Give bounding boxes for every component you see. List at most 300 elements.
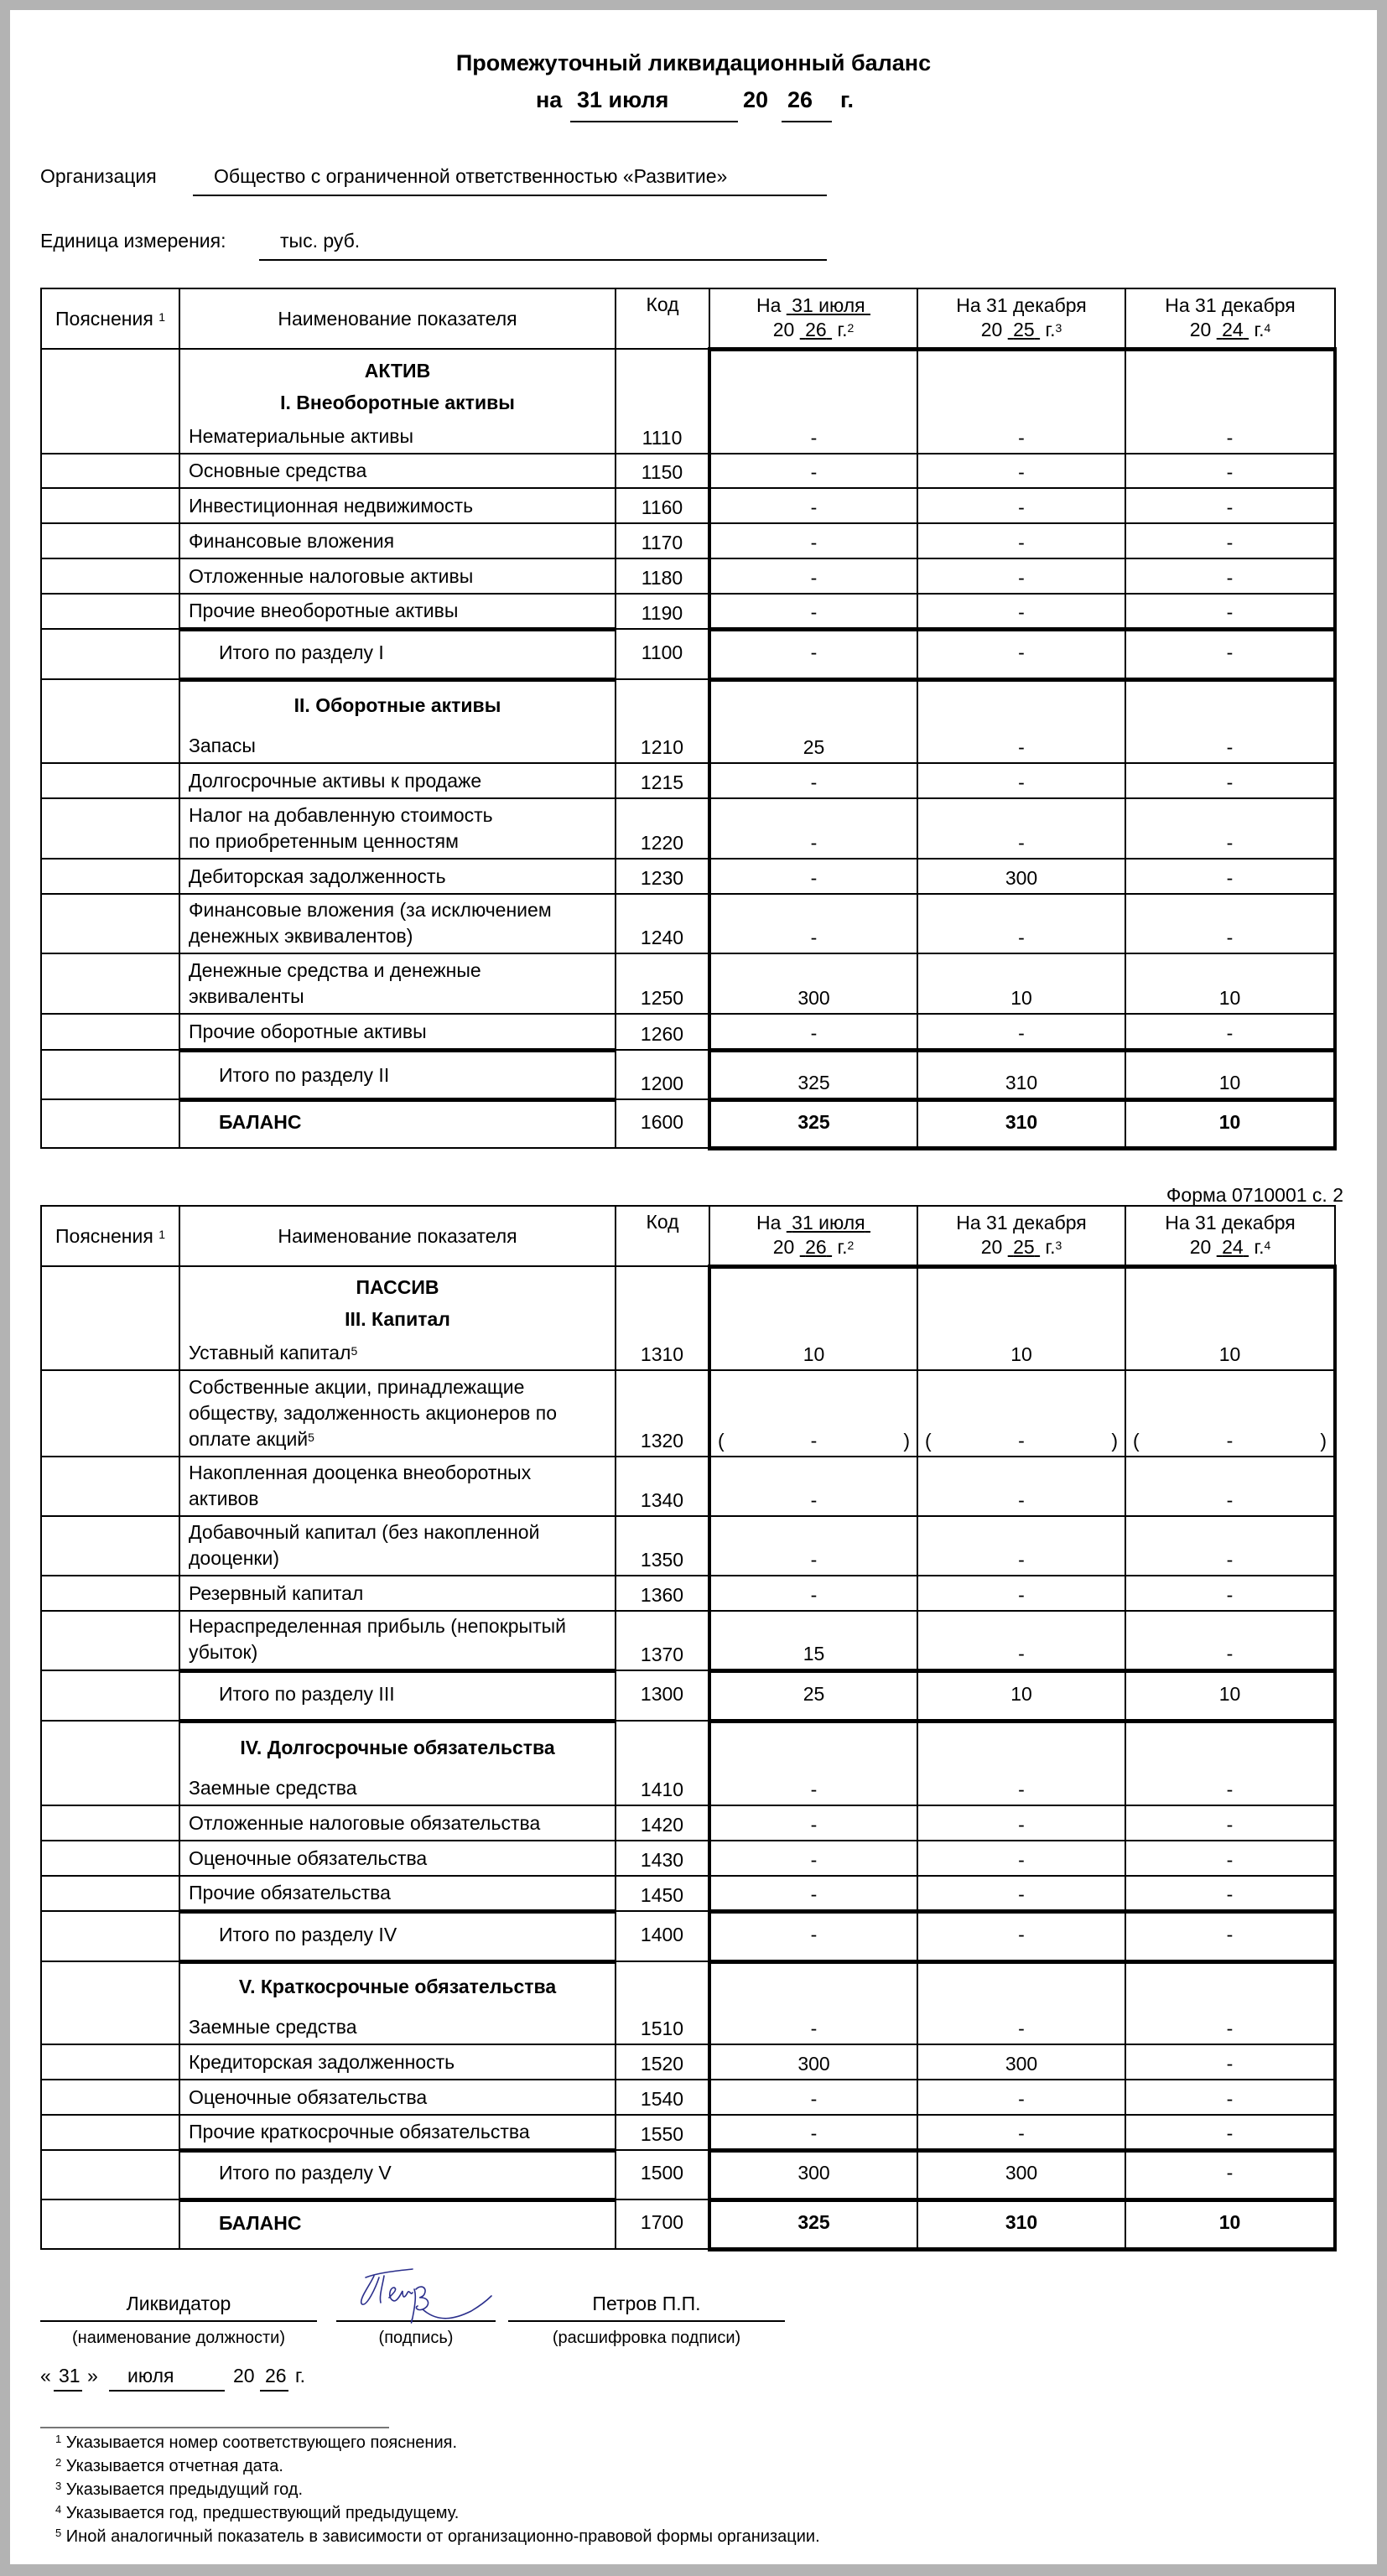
form-code-label: Форма 0710001 с. 2 (1166, 1184, 1343, 1206)
organization-value: Общество с ограниченной ответственностью «Развитие» (214, 165, 728, 187)
date-day: 31 (59, 2365, 81, 2386)
value-cell: - (709, 523, 917, 558)
value-cell: - (917, 1841, 1125, 1876)
value-cell: - (917, 454, 1125, 488)
table-row (41, 1370, 1335, 1457)
value-cell: - (709, 894, 917, 953)
value-cell: - (1125, 1516, 1335, 1576)
unit-value: тыс. руб. (280, 230, 361, 252)
value-cell: - (709, 1805, 917, 1841)
value-cell: - (709, 454, 917, 488)
row-name: Резервный капитал (179, 1576, 616, 1611)
value-cell: 300 (709, 2044, 917, 2080)
table-row (41, 798, 1335, 859)
value-cell: - (1125, 594, 1335, 629)
row-name: Дебиторская задолженность (179, 859, 616, 894)
value-cell: - (1125, 1961, 1335, 2044)
value-cell: - (709, 1721, 917, 1805)
value-cell: - (917, 1805, 1125, 1841)
table-row (41, 859, 1335, 894)
year-underline (782, 121, 832, 122)
row-name: IV. Долгосрочные обязательства Заемные средства (179, 1721, 616, 1805)
date-close-quote: » (87, 2365, 98, 2386)
notes-cell (41, 1611, 179, 1670)
value-cell: - (1125, 1911, 1335, 1961)
notes-cell (41, 558, 179, 594)
row-code: 1400 (616, 1911, 709, 1961)
value-cell: 25 (709, 679, 917, 763)
row-name: БАЛАНС (179, 2199, 616, 2249)
value-cell: - (1125, 1611, 1335, 1670)
row-name: Финансовые вложения (179, 523, 616, 558)
value-cell: - (1125, 454, 1335, 488)
header-code: Код (616, 1206, 709, 1266)
row-code: 1410 (616, 1721, 709, 1805)
footnote-separator (40, 2427, 389, 2428)
value-cell: - (917, 1876, 1125, 1911)
value-cell: - (917, 629, 1125, 679)
row-code: 1160 (616, 488, 709, 523)
notes-cell (41, 1876, 179, 1911)
row-code: 1180 (616, 558, 709, 594)
value-cell: - (917, 798, 1125, 859)
date-month: июля (127, 2365, 174, 2386)
value-cell: 325 (709, 1099, 917, 1148)
value-cell: - (917, 523, 1125, 558)
value-cell: - (917, 1014, 1125, 1050)
value-cell: 300 (917, 859, 1125, 894)
row-code: 1220 (616, 798, 709, 859)
value-cell: - (1125, 859, 1335, 894)
value-cell: 10 (1125, 1670, 1335, 1721)
value-cell: - (709, 1014, 917, 1050)
date-year-underline (260, 2390, 288, 2392)
row-code: 1240 (616, 894, 709, 953)
value-cell: - (709, 1516, 917, 1576)
row-code: 1190 (616, 594, 709, 629)
header-col3: На 31 декабря 20 24 г.$^4$ (1125, 1206, 1335, 1266)
table-row (41, 1721, 1335, 1805)
table-row (41, 1266, 1335, 1370)
row-name: Отложенные налоговые обязательства (179, 1805, 616, 1841)
row-name: Оценочные обязательства (179, 1841, 616, 1876)
table-row (41, 953, 1335, 1014)
notes-cell (41, 629, 179, 679)
value-cell: - (917, 349, 1125, 454)
table-header-row (41, 288, 1335, 349)
row-code: 1300 (616, 1670, 709, 1721)
header-col2: На 31 декабря 20 25 г.$^3$ (917, 288, 1125, 349)
balance-row (41, 2199, 1335, 2249)
value-cell: 10 (1125, 1050, 1335, 1099)
notes-cell (41, 1050, 179, 1099)
row-code: 1370 (616, 1611, 709, 1670)
footnote-5: $^5$ Иной аналогичный показатель в зависимости от организационно-правовой формы организации. (55, 2527, 820, 2546)
date-open-quote: « (40, 2365, 51, 2386)
table-row (41, 679, 1335, 763)
signature-date (40, 2365, 376, 2398)
table-row (41, 558, 1335, 594)
row-code: 1110 (616, 349, 709, 454)
section-total-row (41, 629, 1335, 679)
notes-cell (41, 953, 179, 1014)
value-cell: - (917, 1721, 1125, 1805)
value-cell: 300 (917, 2044, 1125, 2080)
table-row (41, 1516, 1335, 1576)
date-year-prefix: 20 (233, 2365, 255, 2386)
row-code: 1210 (616, 679, 709, 763)
value-cell: - (1125, 629, 1335, 679)
table-row (41, 594, 1335, 629)
header-name: Наименование показателя (179, 1206, 616, 1266)
value-cell: - (709, 859, 917, 894)
notes-cell (41, 679, 179, 763)
row-name: V. Краткосрочные обязательства Заемные средства (179, 1961, 616, 2044)
header-notes: Пояснения $^1$ (41, 288, 179, 349)
value-cell: - (917, 1611, 1125, 1670)
signer-name-caption: (расшифровка подписи) (552, 2329, 741, 2347)
value-cell: - (917, 2115, 1125, 2150)
footnote-3: $^3$ Указывается предыдущий год. (55, 2480, 304, 2499)
organization-label: Организация (40, 165, 157, 187)
header-col1: На 31 июля 20 26 г.$^2$ (709, 288, 917, 349)
value-cell: 300 (917, 2150, 1125, 2199)
value-cell: - (917, 1516, 1125, 1576)
notes-cell (41, 1014, 179, 1050)
row-name: Оценочные обязательства (179, 2080, 616, 2115)
notes-cell (41, 1805, 179, 1841)
row-name: Денежные средства и денежные эквиваленты (179, 953, 616, 1014)
row-name: II. Оборотные активы Запасы (179, 679, 616, 763)
value-cell: 10 (1125, 2199, 1335, 2249)
value-cell: - (917, 1457, 1125, 1516)
position-line (40, 2320, 317, 2322)
value-cell: 10 (709, 1266, 917, 1370)
signer-name: Петров П.П. (592, 2293, 701, 2314)
row-code: 1500 (616, 2150, 709, 2199)
row-code: 1600 (616, 1099, 709, 1148)
footnote-2: $^2$ Указывается отчетная дата. (55, 2456, 283, 2475)
row-code: 1200 (616, 1050, 709, 1099)
row-name: Прочие внеоборотные активы (179, 594, 616, 629)
table-row (41, 1961, 1335, 2044)
row-code: 1700 (616, 2199, 709, 2249)
value-cell: - (1125, 1576, 1335, 1611)
signer-name-line (508, 2320, 785, 2322)
value-cell: 310 (917, 1050, 1125, 1099)
row-code: 1350 (616, 1516, 709, 1576)
value-cell: - (709, 1576, 917, 1611)
date-day-month: 31 июля (577, 87, 669, 112)
section-heading: I. Внеоборотные активы (280, 392, 515, 413)
liabilities-table (40, 1205, 1337, 2251)
value-cell: - (709, 2115, 917, 2150)
section-total-row (41, 2150, 1335, 2199)
value-cell: - (1125, 2115, 1335, 2150)
row-code: 1230 (616, 859, 709, 894)
value-cell: - (1125, 1876, 1335, 1911)
table-row (41, 1457, 1335, 1516)
row-name: Собственные акции, принадлежащие обществу, задолженность акционеров по оплате акций$^5$ (179, 1370, 616, 1457)
notes-cell (41, 2044, 179, 2080)
value-cell: 10 (917, 1670, 1125, 1721)
table-row (41, 1876, 1335, 1911)
date-day-underline (54, 2390, 82, 2392)
notes-cell (41, 1099, 179, 1148)
row-name: БАЛАНС (179, 1099, 616, 1148)
notes-cell (41, 1516, 179, 1576)
value-cell: - (709, 1961, 917, 2044)
notes-cell (41, 763, 179, 798)
value-cell: 300 (709, 2150, 917, 2199)
row-name: Прочие обязательства (179, 1876, 616, 1911)
header-col2: На 31 декабря 20 25 г.$^3$ (917, 1206, 1125, 1266)
row-name: Итого по разделу V (179, 2150, 616, 2199)
table-row (41, 454, 1335, 488)
table-row (41, 1805, 1335, 1841)
value-cell: 25 (709, 1670, 917, 1721)
value-cell: - (709, 594, 917, 629)
row-code: 1430 (616, 1841, 709, 1876)
value-cell: - (709, 798, 917, 859)
notes-cell (41, 1721, 179, 1805)
signature-caption: (подпись) (378, 2329, 454, 2347)
row-code: 1510 (616, 1961, 709, 2044)
value-cell: - (917, 2080, 1125, 2115)
value-cell: - (709, 1911, 917, 1961)
date-prefix: на (536, 87, 563, 112)
row-code: 1540 (616, 2080, 709, 2115)
row-name: Отложенные налоговые активы (179, 558, 616, 594)
value-cell: - (1125, 894, 1335, 953)
notes-cell (41, 2199, 179, 2249)
notes-cell (41, 798, 179, 859)
value-cell: - (1125, 558, 1335, 594)
row-name: Налог на добавленную стоимость по приобретенным ценностям (179, 798, 616, 859)
table-row (41, 1576, 1335, 1611)
value-cell: 310 (917, 2199, 1125, 2249)
row-name: Финансовые вложения (за исключением денежных эквивалентов) (179, 894, 616, 953)
row-name: Итого по разделу IV (179, 1911, 616, 1961)
row-name: Прочие краткосрочные обязательства (179, 2115, 616, 2150)
notes-cell (41, 454, 179, 488)
row-code: 1260 (616, 1014, 709, 1050)
value-cell: - (1125, 798, 1335, 859)
position-value: Ликвидатор (126, 2293, 231, 2314)
value-cell: - (709, 558, 917, 594)
value-cell: - (917, 894, 1125, 953)
section-total-row (41, 1670, 1335, 1721)
table-row (41, 1014, 1335, 1050)
assets-table (40, 288, 1337, 1150)
notes-cell (41, 1266, 179, 1370)
table-row (41, 523, 1335, 558)
notes-cell (41, 1670, 179, 1721)
value-cell: - (1125, 1841, 1335, 1876)
notes-cell (41, 1576, 179, 1611)
value-cell: 310 (917, 1099, 1125, 1148)
value-cell: - (1125, 349, 1335, 454)
value-cell: 10 (1125, 1099, 1335, 1148)
row-code: 1320 (616, 1370, 709, 1457)
header-col3: На 31 декабря 20 24 г.$^4$ (1125, 288, 1335, 349)
row-name: Инвестиционная недвижимость (179, 488, 616, 523)
section-heading: IV. Долгосрочные обязательства (240, 1737, 555, 1758)
notes-cell (41, 1457, 179, 1516)
row-code: 1215 (616, 763, 709, 798)
notes-cell (41, 523, 179, 558)
notes-cell (41, 1961, 179, 2044)
value-cell: - (1125, 523, 1335, 558)
value-cell: 325 (709, 1050, 917, 1099)
table-row (41, 2080, 1335, 2115)
year-prefix: 20 (743, 87, 769, 112)
value-cell: 300 (709, 953, 917, 1014)
notes-cell (41, 859, 179, 894)
date-month-underline (109, 2390, 225, 2392)
row-name: Прочие оборотные активы (179, 1014, 616, 1050)
row-code: 1170 (616, 523, 709, 558)
row-code: 1310 (616, 1266, 709, 1370)
row-code: 1550 (616, 2115, 709, 2150)
table-row (41, 349, 1335, 454)
header-notes: Пояснения $^1$ (41, 1206, 179, 1266)
date-underline (570, 121, 738, 122)
value-cell: - (1125, 763, 1335, 798)
notes-cell (41, 1841, 179, 1876)
date-year-word: г. (295, 2365, 305, 2386)
organization-underline (193, 195, 827, 196)
section-total-row (41, 1050, 1335, 1099)
notes-cell (41, 488, 179, 523)
footnote-1: $^1$ Указывается номер соответствующего пояснения. (55, 2433, 458, 2452)
section-heading: III. Капитал (345, 1308, 450, 1330)
row-code: 1360 (616, 1576, 709, 1611)
row-name: Долгосрочные активы к продаже (179, 763, 616, 798)
value-cell: - (1125, 679, 1335, 763)
value-cell: 10 (917, 1266, 1125, 1370)
document-page (10, 10, 1377, 2564)
value-cell: - (709, 763, 917, 798)
value-cell: 10 (1125, 1266, 1335, 1370)
notes-cell (41, 2080, 179, 2115)
row-name: ПАССИВ III. Капитал Уставный капитал$^5$ (179, 1266, 616, 1370)
year-word: г. (840, 87, 855, 112)
value-cell: - (1125, 2080, 1335, 2115)
value-cell: - (1125, 1457, 1335, 1516)
section-heading: V. Краткосрочные обязательства (238, 1976, 557, 1997)
notes-cell (41, 2150, 179, 2199)
year-suffix: 26 (787, 87, 813, 112)
table-row (41, 894, 1335, 953)
value-cell: - (1125, 1805, 1335, 1841)
row-name: АКТИВ I. Внеоборотные активы Нематериальные активы (179, 349, 616, 454)
value-cell: - (709, 1841, 917, 1876)
row-code: 1340 (616, 1457, 709, 1516)
value-cell: ( - ) (709, 1370, 917, 1457)
table-header-row (41, 1206, 1335, 1266)
notes-cell (41, 894, 179, 953)
value-cell: ( - ) (1125, 1370, 1335, 1457)
notes-cell (41, 1911, 179, 1961)
value-cell: 15 (709, 1611, 917, 1670)
handwritten-signature (345, 2267, 513, 2343)
notes-cell (41, 594, 179, 629)
notes-cell (41, 349, 179, 454)
value-cell: - (709, 629, 917, 679)
value-cell: - (917, 1911, 1125, 1961)
value-cell: - (917, 679, 1125, 763)
row-code: 1420 (616, 1805, 709, 1841)
value-cell: 10 (917, 953, 1125, 1014)
row-name: Основные средства (179, 454, 616, 488)
row-name: Добавочный капитал (без накопленной дооценки) (179, 1516, 616, 1576)
header-code: Код (616, 288, 709, 349)
value-cell: ( - ) (917, 1370, 1125, 1457)
value-cell: - (917, 594, 1125, 629)
value-cell: - (917, 1961, 1125, 2044)
table-row (41, 1611, 1335, 1670)
document-title: Промежуточный ликвидационный баланс (455, 50, 932, 75)
table-row (41, 763, 1335, 798)
row-code: 1520 (616, 2044, 709, 2080)
row-code: 1150 (616, 454, 709, 488)
row-name: Итого по разделу III (179, 1670, 616, 1721)
value-cell: - (709, 488, 917, 523)
value-cell: - (1125, 1721, 1335, 1805)
section-heading: II. Оборотные активы (294, 694, 501, 716)
position-caption: (наименование должности) (71, 2329, 286, 2347)
header-name: Наименование показателя (179, 288, 616, 349)
table-row (41, 488, 1335, 523)
value-cell: - (709, 349, 917, 454)
notes-cell (41, 1370, 179, 1457)
section-total-row (41, 1911, 1335, 1961)
unit-label: Единица измерения: (40, 230, 226, 252)
value-cell: 10 (1125, 953, 1335, 1014)
value-cell: - (1125, 2150, 1335, 2199)
table-row (41, 1841, 1335, 1876)
date-year: 26 (265, 2365, 287, 2386)
value-cell: - (709, 2080, 917, 2115)
row-name: Кредиторская задолженность (179, 2044, 616, 2080)
row-code: 1450 (616, 1876, 709, 1911)
value-cell: - (917, 763, 1125, 798)
value-cell: - (1125, 488, 1335, 523)
value-cell: - (917, 558, 1125, 594)
value-cell: - (1125, 2044, 1335, 2080)
value-cell: - (709, 1876, 917, 1911)
liabilities-heading: ПАССИВ (356, 1276, 439, 1298)
footnote-4: $^4$ Указывается год, предшествующий предыдущему. (55, 2503, 460, 2522)
balance-row (41, 1099, 1335, 1148)
value-cell: - (917, 1576, 1125, 1611)
value-cell: - (709, 1457, 917, 1516)
row-name: Итого по разделу I (179, 629, 616, 679)
notes-cell (41, 2115, 179, 2150)
report-date (10, 87, 1377, 121)
unit-underline (259, 259, 827, 261)
header-col1: На 31 июля 20 26 г.$^2$ (709, 1206, 917, 1266)
row-name: Накопленная дооценка внеоборотных активов (179, 1457, 616, 1516)
table-row (41, 2044, 1335, 2080)
value-cell: - (917, 488, 1125, 523)
value-cell: - (1125, 1014, 1335, 1050)
table-row (41, 2115, 1335, 2150)
row-code: 1100 (616, 629, 709, 679)
row-name: Итого по разделу II (179, 1050, 616, 1099)
value-cell: 325 (709, 2199, 917, 2249)
